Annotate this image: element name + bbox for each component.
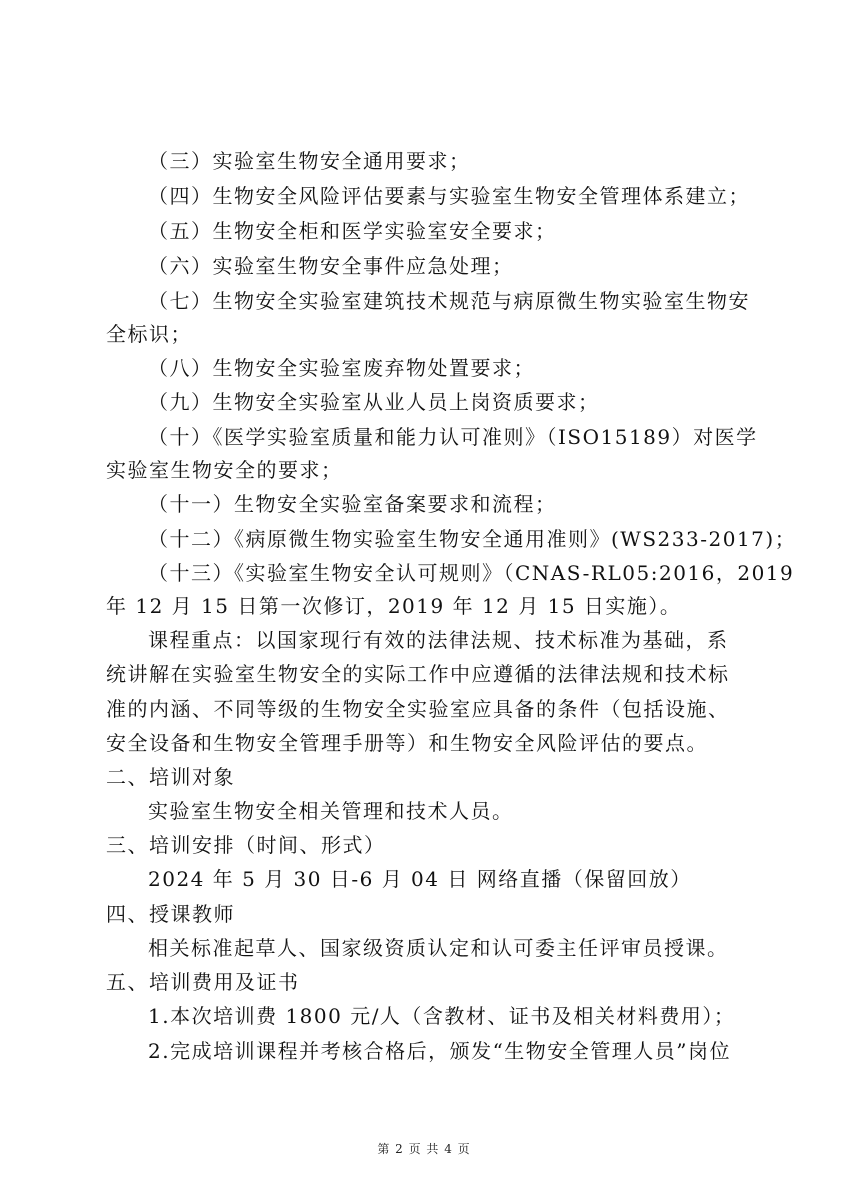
paragraph-line: 课程重点：以国家现行有效的法律法规、技术标准为基础，系 xyxy=(148,628,729,652)
list-item: （九）生物安全实验室从业人员上岗资质要求； xyxy=(148,390,600,414)
paragraph-line: 准的内涵、不同等级的生物安全实验室应具备的条件（包括设施、 xyxy=(106,697,730,721)
list-item: （六）实验室生物安全事件应急处理； xyxy=(148,254,514,278)
list-item: （十三）《实验室生物安全认可规则》（CNAS-RL05:2016，2019 xyxy=(148,561,795,585)
list-item: （十一）生物安全实验室备案要求和流程； xyxy=(148,492,557,516)
list-item: （十）《医学实验室质量和能力认可准则》（ISO15189）对医学 xyxy=(148,425,758,449)
list-item: （三）实验室生物安全通用要求； xyxy=(148,149,471,173)
section-body: 2.完成培训课程并考核合格后，颁发“生物安全管理人员”岗位 xyxy=(148,1039,732,1063)
section-heading: 三、培训安排（时间、形式） xyxy=(106,833,386,857)
paragraph-line: 统讲解在实验室生物安全的实际工作中应遵循的法律法规和技术标 xyxy=(106,662,730,686)
list-item-continuation: 实验室生物安全的要求； xyxy=(106,458,343,482)
list-item: （五）生物安全柜和医学实验室安全要求； xyxy=(148,219,557,243)
list-item-continuation: 全标识； xyxy=(106,322,192,346)
section-heading: 四、授课教师 xyxy=(106,902,235,926)
page-number-footer: 第 2 页 共 4 页 xyxy=(377,1142,471,1156)
section-body: 相关标准起草人、国家级资质认定和认可委主任评审员授课。 xyxy=(148,936,729,960)
list-item: （七）生物安全实验室建筑技术规范与病原微生物实验室生物安 xyxy=(148,289,750,313)
paragraph-line: 安全设备和生物安全管理手册等）和生物安全风险评估的要点。 xyxy=(106,731,708,755)
list-item: （八）生物安全实验室废弃物处置要求； xyxy=(148,356,535,380)
section-body: 2024 年 5 月 30 日-6 月 04 日 网络直播（保留回放） xyxy=(148,867,692,891)
section-body: 1.本次培训费 1800 元/人（含教材、证书及相关材料费用）； xyxy=(148,1004,736,1028)
section-body: 实验室生物安全相关管理和技术人员。 xyxy=(148,799,514,823)
section-heading: 二、培训对象 xyxy=(106,765,235,789)
section-heading: 五、培训费用及证书 xyxy=(106,970,300,994)
list-item-continuation: 年 12 月 15 日第一次修订，2019 年 12 月 15 日实施）。 xyxy=(106,594,682,618)
list-item: （十二）《病原微生物实验室生物安全通用准则》(WS233-2017)； xyxy=(148,527,797,551)
list-item: （四）生物安全风险评估要素与实验室生物安全管理体系建立； xyxy=(148,184,750,208)
